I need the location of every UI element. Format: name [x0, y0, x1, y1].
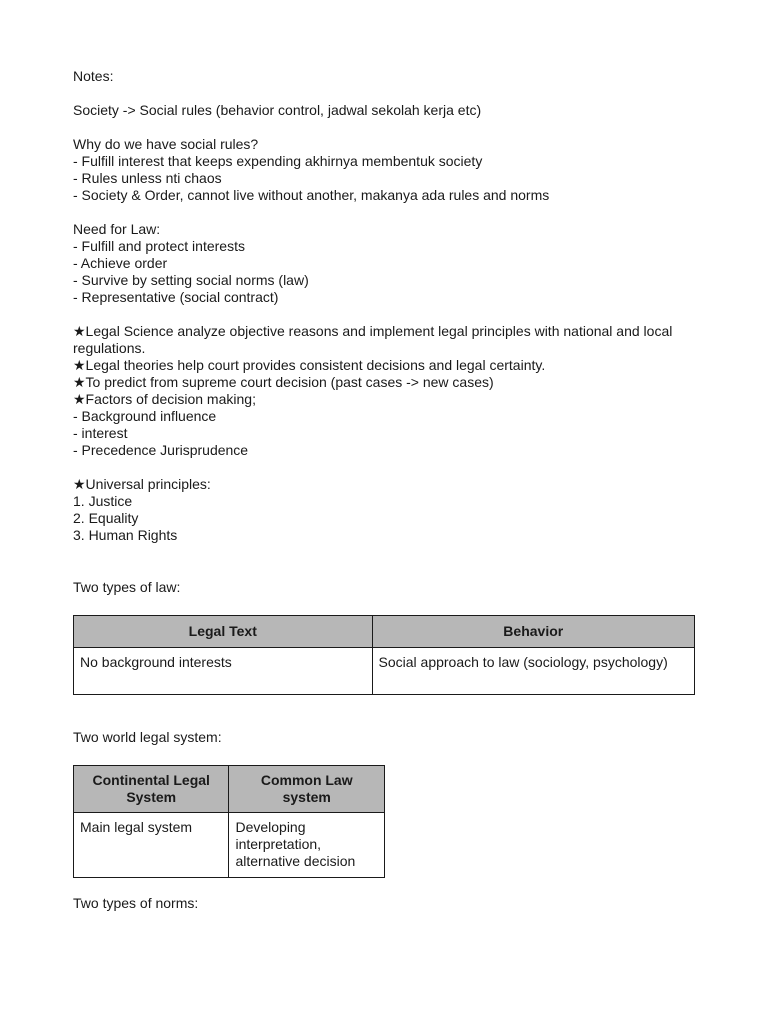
universal-item: 1. Justice: [73, 493, 133, 509]
why-item: - Fulfill interest that keeps expending akhirnya membentuk society: [73, 153, 483, 169]
need-item: - Representative (social contract): [73, 289, 279, 305]
society-line: Society -> Social rules (behavior control, jadwal sekolah kerja etc): [73, 102, 482, 118]
table-row: [74, 813, 385, 878]
need-title: Need for Law:: [73, 221, 161, 237]
universal-item: 3. Human Rights: [73, 527, 178, 543]
table-cell: Social approach to law (sociology, psychology): [372, 648, 694, 695]
legal-science-item: - Background influence: [73, 408, 217, 424]
need-item: - Survive by setting social norms (law): [73, 272, 309, 288]
universal-title: ★Universal principles:: [73, 476, 211, 492]
table-row: [74, 648, 695, 695]
table-header-cell: Behavior: [372, 616, 694, 648]
table-cell: Developing interpretation, alternative decision: [229, 813, 385, 878]
why-item: - Rules unless nti chaos: [73, 170, 222, 186]
why-item: - Society & Order, cannot live without another, makanya ada rules and norms: [73, 187, 550, 203]
legal-science-item: - interest: [73, 425, 128, 441]
legal-science-item: ★Factors of decision making;: [73, 391, 256, 407]
law-types-table: [73, 615, 695, 695]
why-title: Why do we have social rules?: [73, 136, 259, 152]
need-item: - Fulfill and protect interests: [73, 238, 245, 254]
table-header-cell: Continental Legal System: [74, 766, 229, 813]
table-cell: No background interests: [74, 648, 373, 695]
law-types-title: Two types of law:: [73, 579, 181, 595]
legal-science-item: ★Legal Science analyze objective reasons and implement legal principles with national and local regulations.: [73, 323, 673, 356]
legal-science-item: ★Legal theories help court provides consistent decisions and legal certainty.: [73, 357, 546, 373]
table-header-cell: Legal Text: [74, 616, 373, 648]
legal-science-item: ★To predict from supreme court decision (past cases -> new cases): [73, 374, 494, 390]
legal-system-table: [73, 765, 385, 878]
notes-title: Notes:: [73, 68, 114, 84]
table-cell: Main legal system: [74, 813, 229, 878]
table-header-row: [74, 766, 385, 813]
table-header-row: [74, 616, 695, 648]
legal-system-title: Two world legal system:: [73, 729, 222, 745]
notes-body: [73, 68, 713, 544]
legal-science-item: - Precedence Jurisprudence: [73, 442, 249, 458]
table-header-cell: Common Law system: [229, 766, 385, 813]
universal-item: 2. Equality: [73, 510, 139, 526]
norms-title: Two types of norms:: [73, 895, 199, 911]
need-item: - Achieve order: [73, 255, 168, 271]
